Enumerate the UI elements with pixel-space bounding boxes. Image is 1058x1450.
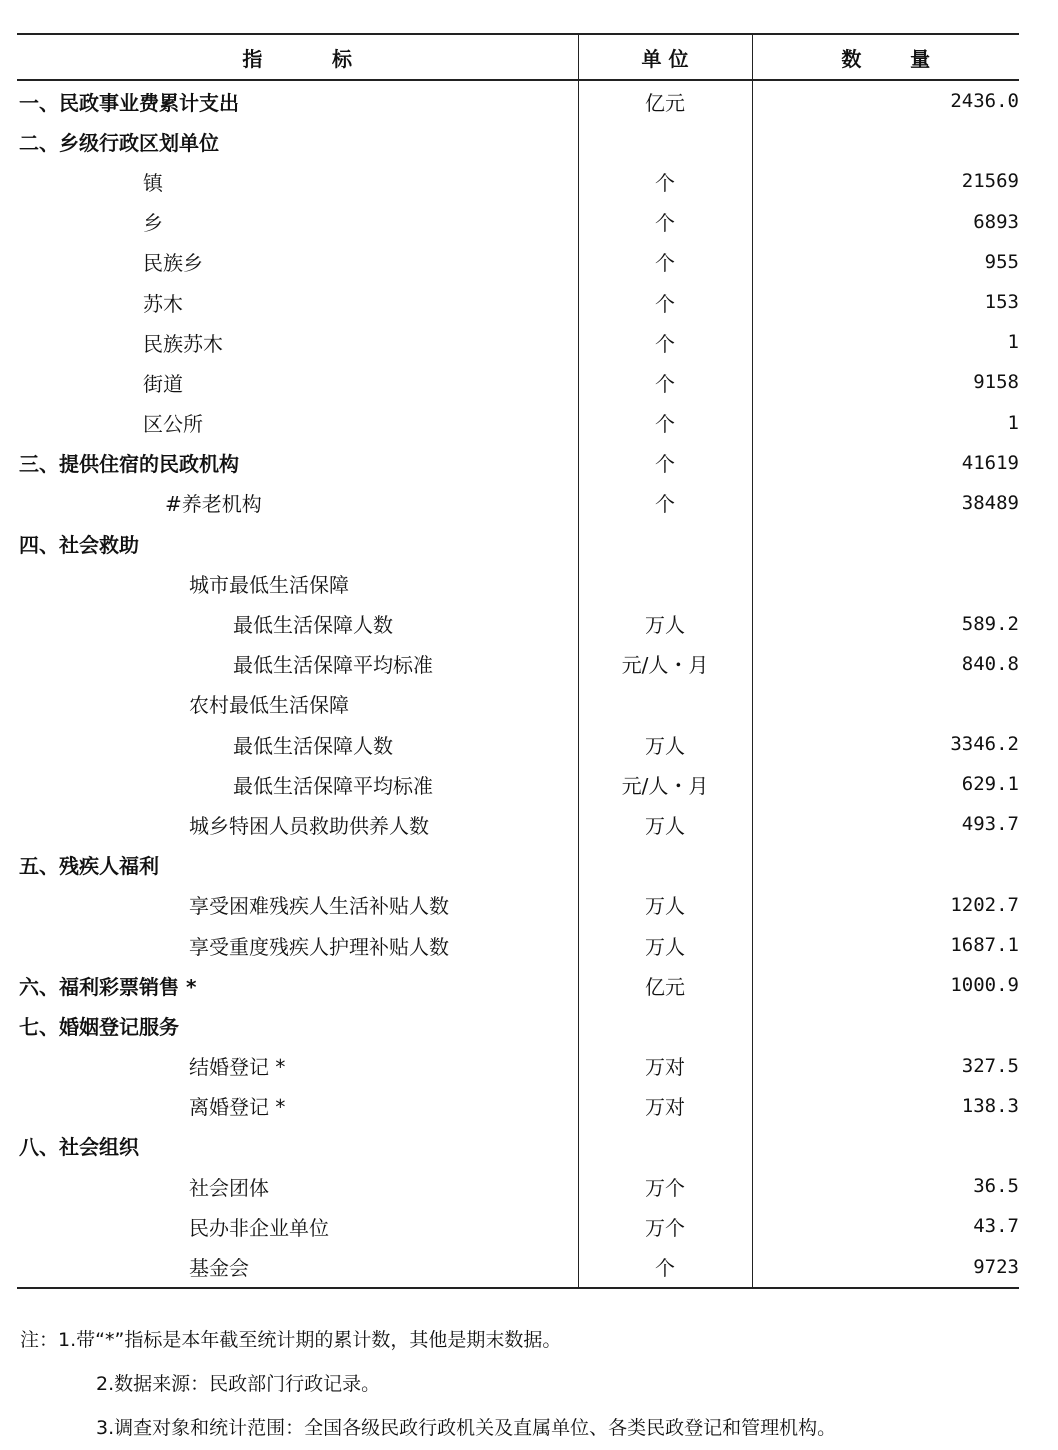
row-value xyxy=(752,1005,1019,1045)
header-indicator: 指 标 xyxy=(17,34,578,80)
row-indicator: 民族乡 xyxy=(143,251,203,276)
row-value: 589.2 xyxy=(752,603,1019,643)
row-value: 43.7 xyxy=(752,1206,1019,1246)
row-unit: 个 xyxy=(578,362,752,402)
row-value: 21569 xyxy=(752,161,1019,201)
row-value: 1687.1 xyxy=(752,925,1019,965)
row-indicator: 乡 xyxy=(143,211,163,236)
row-unit: 个 xyxy=(578,1246,752,1287)
row-indicator: 四、社会救助 xyxy=(19,532,139,557)
row-unit: 个 xyxy=(578,161,752,201)
row-unit: 个 xyxy=(578,202,752,242)
row-indicator: 民族苏木 xyxy=(143,331,223,356)
row-unit: 个 xyxy=(578,322,752,362)
row-unit: 万个 xyxy=(578,1166,752,1206)
note-line: 3.调查对象和统计范围：全国各级民政行政机关及直属单位、各类民政登记和管理机构。 xyxy=(96,1417,837,1439)
row-indicator: 城乡特困人员救助供养人数 xyxy=(189,813,429,838)
table-row xyxy=(17,724,1019,764)
statistics-table xyxy=(17,33,1019,1289)
table-row xyxy=(17,885,1019,925)
row-value xyxy=(752,1126,1019,1166)
table-row xyxy=(17,684,1019,724)
table-row xyxy=(17,523,1019,563)
table-row xyxy=(17,1086,1019,1126)
row-unit: 亿元 xyxy=(578,965,752,1005)
row-unit: 个 xyxy=(578,242,752,282)
row-value: 493.7 xyxy=(752,804,1019,844)
row-value xyxy=(752,845,1019,885)
table-row xyxy=(17,925,1019,965)
table-row xyxy=(17,483,1019,523)
row-value: 629.1 xyxy=(752,764,1019,804)
row-indicator: 最低生活保障人数 xyxy=(233,613,393,638)
row-value xyxy=(752,523,1019,563)
table-row xyxy=(17,443,1019,483)
notes-section xyxy=(20,1318,1050,1450)
row-indicator: 二、乡级行政区划单位 xyxy=(19,130,219,155)
note-line: 注：1.带“*”指标是本年截至统计期的累计数，其他是期末数据。 xyxy=(20,1329,562,1351)
row-value: 327.5 xyxy=(752,1046,1019,1086)
table-row xyxy=(17,644,1019,684)
table-row xyxy=(17,80,1019,121)
row-unit: 万对 xyxy=(578,1046,752,1086)
row-indicator: #养老机构 xyxy=(165,492,262,517)
row-value: 6893 xyxy=(752,202,1019,242)
row-indicator: 七、婚姻登记服务 xyxy=(19,1014,179,1039)
row-indicator: 农村最低生活保障 xyxy=(189,693,349,718)
row-indicator: 六、福利彩票销售 * xyxy=(19,974,197,999)
table-row xyxy=(17,403,1019,443)
row-indicator: 街道 xyxy=(143,371,183,396)
row-indicator: 享受困难残疾人生活补贴人数 xyxy=(189,894,449,919)
row-unit: 个 xyxy=(578,483,752,523)
row-indicator: 三、提供住宿的民政机构 xyxy=(19,452,239,477)
row-indicator: 享受重度残疾人护理补贴人数 xyxy=(189,934,449,959)
row-unit: 个 xyxy=(578,282,752,322)
row-unit xyxy=(578,845,752,885)
table-body xyxy=(17,80,1019,1288)
row-unit xyxy=(578,121,752,161)
table-row xyxy=(17,282,1019,322)
table-row xyxy=(17,362,1019,402)
row-unit: 万人 xyxy=(578,885,752,925)
row-value: 138.3 xyxy=(752,1086,1019,1126)
row-value: 38489 xyxy=(752,483,1019,523)
row-indicator: 离婚登记 * xyxy=(189,1095,286,1120)
row-unit xyxy=(578,523,752,563)
row-indicator: 最低生活保障人数 xyxy=(233,733,393,758)
row-value: 1000.9 xyxy=(752,965,1019,1005)
table-row xyxy=(17,1126,1019,1166)
row-indicator: 最低生活保障平均标准 xyxy=(233,773,433,798)
row-value xyxy=(752,121,1019,161)
row-unit: 万人 xyxy=(578,804,752,844)
table-row xyxy=(17,804,1019,844)
table-row xyxy=(17,563,1019,603)
row-unit xyxy=(578,1005,752,1045)
row-unit xyxy=(578,684,752,724)
row-indicator: 镇 xyxy=(143,170,163,195)
row-indicator: 民办非企业单位 xyxy=(189,1215,329,1240)
row-value: 840.8 xyxy=(752,644,1019,684)
row-unit: 万人 xyxy=(578,603,752,643)
row-unit: 元/人・月 xyxy=(578,764,752,804)
row-value: 36.5 xyxy=(752,1166,1019,1206)
row-value: 9158 xyxy=(752,362,1019,402)
row-unit: 亿元 xyxy=(578,80,752,121)
row-value: 3346.2 xyxy=(752,724,1019,764)
row-value xyxy=(752,684,1019,724)
row-indicator: 八、社会组织 xyxy=(19,1135,139,1160)
row-unit: 万对 xyxy=(578,1086,752,1126)
table-row xyxy=(17,242,1019,282)
note-line: 2.数据来源：民政部门行政记录。 xyxy=(96,1373,381,1395)
row-indicator: 一、民政事业费累计支出 xyxy=(19,90,239,115)
row-indicator: 苏木 xyxy=(143,291,183,316)
row-indicator: 区公所 xyxy=(143,412,203,437)
table-row xyxy=(17,161,1019,201)
row-value xyxy=(752,563,1019,603)
table-row xyxy=(17,1005,1019,1045)
row-value: 1202.7 xyxy=(752,885,1019,925)
header-unit: 单 位 xyxy=(578,34,752,80)
row-value: 955 xyxy=(752,242,1019,282)
row-indicator: 结婚登记 * xyxy=(189,1055,286,1080)
row-unit: 个 xyxy=(578,443,752,483)
table-row xyxy=(17,1046,1019,1086)
table-row xyxy=(17,1166,1019,1206)
row-unit: 万人 xyxy=(578,724,752,764)
row-value: 2436.0 xyxy=(752,80,1019,121)
table-row xyxy=(17,965,1019,1005)
table-row xyxy=(17,1246,1019,1287)
row-value: 1 xyxy=(752,322,1019,362)
header-quantity: 数 量 xyxy=(752,34,1019,80)
row-unit: 万人 xyxy=(578,925,752,965)
row-unit xyxy=(578,563,752,603)
table-row xyxy=(17,202,1019,242)
table-row xyxy=(17,764,1019,804)
row-indicator: 城市最低生活保障 xyxy=(189,572,349,597)
row-unit: 个 xyxy=(578,403,752,443)
table-row xyxy=(17,322,1019,362)
table-header-row xyxy=(17,34,1019,80)
row-indicator: 基金会 xyxy=(17,1246,578,1287)
row-value: 41619 xyxy=(752,443,1019,483)
table-row xyxy=(17,121,1019,161)
row-indicator: 五、残疾人福利 xyxy=(19,854,159,879)
row-unit: 元/人・月 xyxy=(578,644,752,684)
table-row xyxy=(17,845,1019,885)
row-indicator: 社会团体 xyxy=(189,1175,269,1200)
row-value: 1 xyxy=(752,403,1019,443)
table-row xyxy=(17,603,1019,643)
row-unit: 万个 xyxy=(578,1206,752,1246)
row-indicator: 最低生活保障平均标准 xyxy=(233,653,433,678)
row-value: 9723 xyxy=(752,1246,1019,1287)
row-unit xyxy=(578,1126,752,1166)
table-row xyxy=(17,1206,1019,1246)
row-value: 153 xyxy=(752,282,1019,322)
